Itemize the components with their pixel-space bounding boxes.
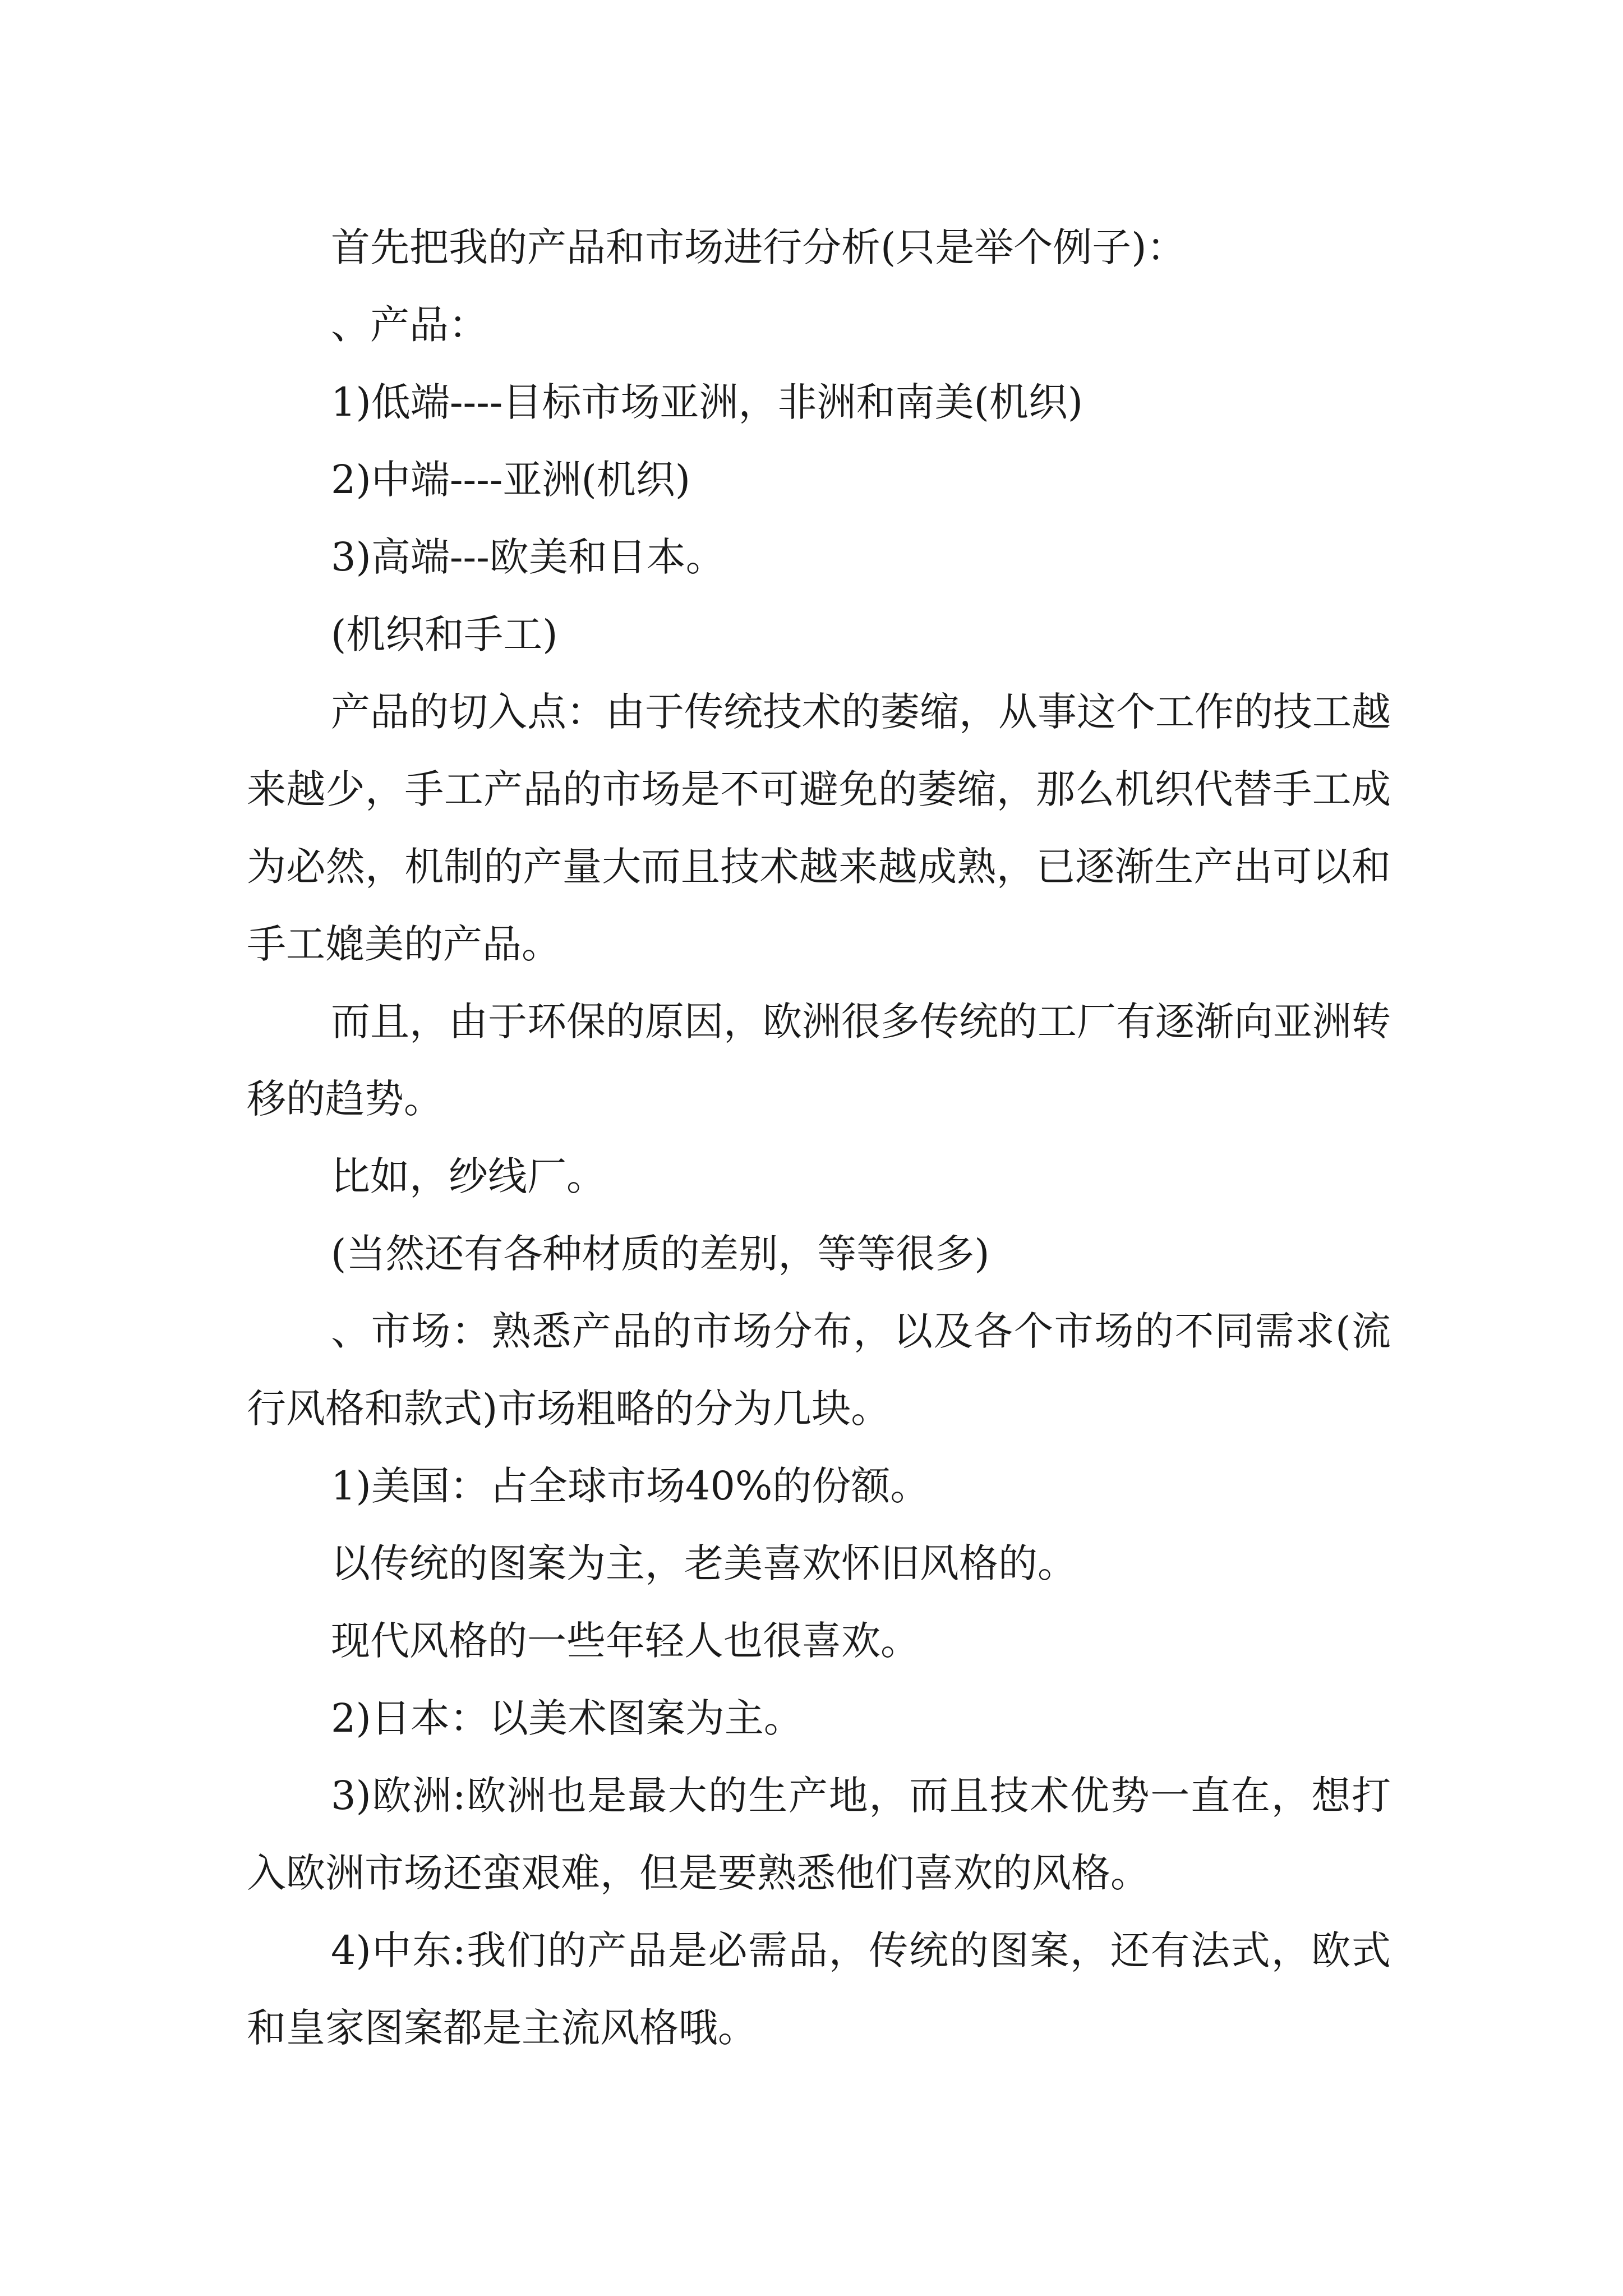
paragraph-usa-modern: 现代风格的一些年轻人也很喜欢。 [331,1618,920,1664]
paragraph-market-usa: 1)美国：占全球市场40%的份额。 [331,1463,930,1509]
paragraph-market-middle-east: 4)中东:我们的产品是必需品，传统的图案，还有法式，欧式和皇家图案都是主流风格哦。 [247,1927,1391,2051]
paragraph-materials: (当然还有各种材质的差别，等等很多) [331,1231,990,1277]
paragraph-product-low-end: 1)低端----目标市场亚洲，非洲和南美(机织) [331,379,1083,425]
paragraph-market-europe: 3)欧洲:欧洲也是最大的生产地，而且技术优势一直在，想打入欧洲市场还蛮艰难，但是要熟悉他们喜欢的风格。 [247,1773,1391,1896]
paragraph-usa-traditional: 以传统的图案为主，老美喜欢怀旧风格的。 [331,1540,1077,1586]
paragraph-market-japan: 2)日本：以美术图案为主。 [331,1695,803,1741]
document-body [247,209,1391,2067]
paragraph-example: 比如，纱线厂。 [331,1153,606,1199]
paragraph-environment: 而且，由于环保的原因，欧洲很多传统的工厂有逐渐向亚洲转移的趋势。 [247,999,1391,1122]
paragraph-market-heading: 、市场：熟悉产品的市场分布，以及各个市场的不同需求(流行风格和款式)市场粗略的分为几块。 [247,1308,1391,1432]
paragraph-product-high-end: 3)高端---欧美和日本。 [331,534,725,580]
paragraph-product-note: (机织和手工) [331,611,558,657]
paragraph-product-heading: 、产品： [331,302,488,348]
paragraph-intro: 首先把我的产品和市场进行分析(只是举个例子)： [331,224,1186,270]
paragraph-product-mid-end: 2)中端----亚洲(机织) [331,457,691,503]
paragraph-entry-point: 产品的切入点：由于传统技术的萎缩，从事这个工作的技工越来越少，手工产品的市场是不可避免的萎缩，那么机织代替手工成为必然，机制的产量大而且技术越来越成熟，已逐渐生产出可以和手工媲美的产品。 [247,689,1391,967]
